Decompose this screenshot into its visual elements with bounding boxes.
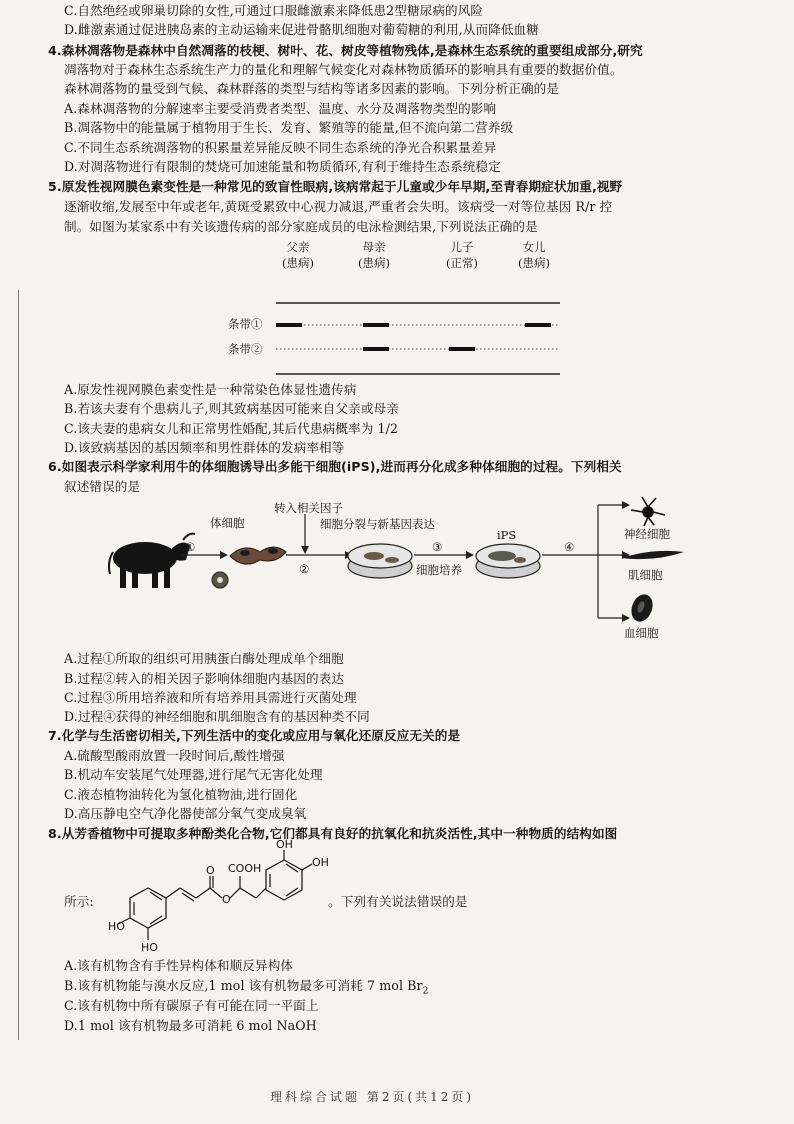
band-1-label: 条带① xyxy=(228,317,263,331)
q8-option-b-text: B.该有机物能与溴水反应,1 mol 该有机物最多可消耗 7 mol Br xyxy=(64,978,423,993)
atom-ho-left-bottom: HO xyxy=(141,941,158,954)
atom-oh-right-side: OH xyxy=(312,856,329,869)
q8-option-b-subscript: 2 xyxy=(422,986,429,997)
q5-stem-line1: 5.原发性视网膜色素变性是一种常见的致盲性眼病,该病常起于儿童或少年早期,至青春期症状加重,视野 xyxy=(48,179,623,194)
band-2-label: 条带② xyxy=(228,342,263,356)
q8-prefix: 所示: xyxy=(64,894,94,909)
label-nerve-cell: 神经细胞 xyxy=(624,527,670,541)
left-benzene-ring xyxy=(130,888,166,928)
label-muscle-cell: 肌细胞 xyxy=(628,568,663,582)
q7-stem: 7.化学与生活密切相关,下列生活中的变化或应用与氧化还原反应无关的是 xyxy=(48,728,461,743)
member-son-status: (正常) xyxy=(446,256,478,270)
q4-stem-line3: 森林凋落物的量受到气候、森林群落的类型与结构等诸多因素的影响。下列分析正确的是 xyxy=(64,81,560,96)
q8-option-a: A.该有机物含有手性异构体和顺反异构体 xyxy=(64,958,294,973)
member-daughter-status: (患病) xyxy=(518,256,550,270)
q4-option-b: B.凋落物中的能量属于植物用于生长、发育、繁殖等的能量,但不流向第二营养级 xyxy=(64,120,514,135)
q7-option-a: A.硫酸型酸雨放置一段时间后,酸性增强 xyxy=(64,748,285,763)
label-somatic-cell: 体细胞 xyxy=(210,516,245,530)
label-step4: ④ xyxy=(564,540,575,554)
q8-suffix: 。下列有关说法错误的是 xyxy=(328,894,468,909)
q4-stem-line2: 凋落物对于森林生态系统生产力的量化和理解气候变化对森林物质循环的影响具有重要的数据价值。 xyxy=(64,62,623,77)
q6-stem-line1: 6.如图表示科学家利用牛的体细胞诱导出多能干细胞(iPS),进而再分化成多种体细胞的过程。下列相关 xyxy=(48,459,622,474)
q7-option-d: D.高压静电空气净化器使部分氧气变成臭氧 xyxy=(64,806,307,821)
q5-option-c: C.该夫妻的患病女儿和正常男性婚配,其后代患病概率为 1/2 xyxy=(64,421,399,436)
member-mother-name: 母亲 xyxy=(362,240,386,254)
q5-option-a: A.原发性视网膜色素变性是一种常染色体显性遗传病 xyxy=(64,382,357,397)
q5-option-d: D.该致病基因的基因频率和男性群体的发病率相等 xyxy=(64,440,345,455)
q8-option-d: D.1 mol 该有机物最多可消耗 6 mol NaOH xyxy=(64,1018,317,1033)
q4-option-c: C.不同生态系统凋落物的积累量差异能反映不同生态系统的净光合积累量差异 xyxy=(64,140,497,155)
label-step1: ① xyxy=(185,540,196,554)
q4-option-a: A.森林凋落物的分解速率主要受消费者类型、温度、水分及凋落物类型的影响 xyxy=(64,101,497,116)
label-step3: ③ xyxy=(432,540,443,554)
q4-stem-line1: 4.森林凋落物是森林中自然凋落的枝梗、树叶、花、树皮等植物残体,是森林生态系统的重要组成部分,研究 xyxy=(48,43,643,58)
q7-option-c: C.液态植物油转化为氢化植物油,进行固化 xyxy=(64,787,298,802)
member-mother-status: (患病) xyxy=(358,256,390,270)
atom-ho-left-top: HO xyxy=(108,920,125,933)
label-blood-cell: 血细胞 xyxy=(624,626,659,640)
q4-option-d: D.对凋落物进行有限制的焚烧可加速能量和物质循环,有利于维持生态系统稳定 xyxy=(64,159,501,174)
q8-stem: 8.从芳香植物中可提取多种酚类化合物,它们都具有良好的抗氧化和抗炎活性,其中一种物质的结构如图 xyxy=(48,826,618,841)
atom-oh-right-top: OH xyxy=(276,838,293,851)
q3-option-d: D.雌激素通过促进胰岛素的主动运输来促进骨骼肌细胞对葡萄糖的利用,从而降低血糖 xyxy=(64,22,539,37)
label-transfer-factor: 转入相关因子 xyxy=(274,501,343,515)
member-daughter-name: 女儿 xyxy=(522,240,546,254)
q6-option-b: B.过程②转入的相关因子影响体细胞内基因的表达 xyxy=(64,671,345,686)
q8-option-c: C.该有机物中所有碳原子有可能在同一平面上 xyxy=(64,998,319,1013)
member-father-name: 父亲 xyxy=(286,240,310,254)
atom-cooh: COOH xyxy=(228,862,262,875)
q5-stem-line2: 逐渐收缩,发展至中年或老年,黄斑受累致中心视力减退,严重者会失明。该病受一对等位基因 R/r 控 xyxy=(64,199,613,214)
q3-option-c: C.自然绝经或卵巢切除的女性,可通过口服雌激素来降低患2型糖尿病的风险 xyxy=(64,3,484,18)
label-division: 细胞分裂与新基因表达 xyxy=(320,517,435,531)
member-son-name: 儿子 xyxy=(450,240,474,254)
label-cell-culture: 细胞培养 xyxy=(416,563,462,577)
q6-stem-line2: 叙述错误的是 xyxy=(64,479,141,494)
page-footer: 理科综合试题 第2页(共12页) xyxy=(270,1090,475,1104)
label-step2: ② xyxy=(299,562,310,576)
right-benzene-ring xyxy=(266,860,302,900)
atom-o-ester: O xyxy=(222,893,231,906)
member-father-status: (患病) xyxy=(282,256,314,270)
q6-option-c: C.过程③所用培养液和所有培养用具需进行灭菌处理 xyxy=(64,690,357,705)
q5-stem-line3: 制。如图为某家系中有关该遗传病的部分家庭成员的电泳检测结果,下列说法正确的是 xyxy=(64,219,538,234)
q6-option-a: A.过程①所取的组织可用胰蛋白酶处理成单个细胞 xyxy=(64,651,344,666)
q7-option-b: B.机动车安装尾气处理器,进行尾气无害化处理 xyxy=(64,767,323,782)
q6-option-d: D.过程④获得的神经细胞和肌细胞含有的基因种类不同 xyxy=(64,709,370,724)
label-ips: iPS xyxy=(497,528,517,542)
atom-o-carbonyl: O xyxy=(206,864,215,877)
q5-option-b: B.若该夫妻有个患病儿子,则其致病基因可能来自父亲或母亲 xyxy=(64,401,399,416)
